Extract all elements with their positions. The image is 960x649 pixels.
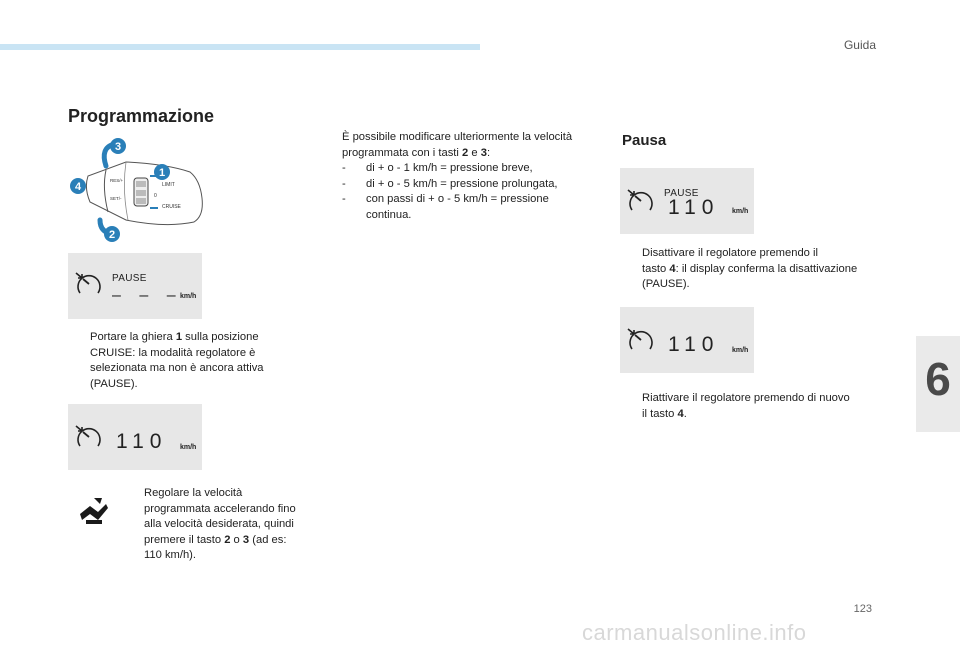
header-accent-bar xyxy=(0,44,480,50)
step-4-text xyxy=(642,391,850,422)
step-2-line-4a: premere il tasto xyxy=(144,533,225,546)
callout-3-label: 3 xyxy=(114,141,122,153)
speedometer-icon xyxy=(626,186,656,216)
list-item xyxy=(342,161,612,177)
step-4-line-1: Riattivare il regolatore premendo di nuovo xyxy=(642,392,850,404)
step-1-key: 1 xyxy=(175,331,183,343)
middle-key-3: 3 xyxy=(480,146,487,159)
accelerator-pedal-icon xyxy=(76,494,110,528)
display-speed-value: 110 xyxy=(116,430,168,453)
display-unit: km/h xyxy=(180,444,197,451)
callout-2-label: 2 xyxy=(108,229,116,241)
lever-label-res: RES/+ xyxy=(110,178,124,183)
step-2-key-3: 3 xyxy=(242,533,250,546)
callout-1-label: 1 xyxy=(158,167,166,179)
step-3-key-4: 4 xyxy=(669,262,676,275)
display-status-text: PAUSE xyxy=(112,273,147,284)
step-1-line-1c: sulla posizione xyxy=(182,331,259,343)
display-speed-value: 110 xyxy=(668,333,720,356)
display-speed-value: 110 xyxy=(668,196,720,219)
display-speed-dashes: – – – xyxy=(112,287,183,304)
list-item-text: con passi di + o - 5 km/h = pressione xyxy=(366,193,549,206)
display-speed-110 xyxy=(68,404,202,470)
step-2-line-2: programmata accelerando fino xyxy=(144,502,296,515)
watermark: carmanualsonline.info xyxy=(582,620,807,645)
speedometer-icon xyxy=(626,325,656,355)
section-title-pausa: Pausa xyxy=(622,132,667,149)
display-unit: km/h xyxy=(732,208,749,215)
list-dash: - xyxy=(342,162,346,174)
lever-label-set: SET/- xyxy=(110,196,122,201)
step-3-line-1: Disattivare il regolatore premendo il xyxy=(642,247,818,259)
step-1-line-4: (PAUSE). xyxy=(90,377,138,390)
middle-line-2c: e xyxy=(468,146,481,159)
step-3-line-3: (PAUSE). xyxy=(642,278,690,291)
middle-line-1: È possibile modificare ulteriormente la velocità xyxy=(342,131,573,143)
step-2-line-5: 110 km/h). xyxy=(144,549,197,562)
list-item-text: di + o - 1 km/h = pressione breve, xyxy=(366,162,533,174)
step-1-text xyxy=(90,330,264,392)
lever-label-zero: 0 xyxy=(154,193,157,199)
section-label: Guida xyxy=(843,38,876,52)
display-unit: km/h xyxy=(180,293,197,300)
callout-4-label: 4 xyxy=(74,181,82,193)
lever-label-cruise: CRUISE xyxy=(162,204,181,210)
section-title-programmazione: Programmazione xyxy=(68,106,215,126)
step-2-line-4c: o xyxy=(230,533,243,546)
middle-line-2e: : xyxy=(486,146,491,159)
display-active-110 xyxy=(620,307,754,373)
lever-label-limit: LIMIT xyxy=(162,182,175,188)
page-number: 123 xyxy=(853,603,872,615)
step-2-key-2: 2 xyxy=(224,533,231,546)
display-status-text: PAUSE xyxy=(664,188,699,199)
chapter-number: 6 xyxy=(925,353,951,405)
step-1-line-3: selezionata ma non è ancora attiva xyxy=(90,362,264,375)
cruise-control-lever-illustration xyxy=(66,136,206,248)
step-2-line-1: Regolare la velocità xyxy=(144,487,243,499)
step-3-line-2a: tasto xyxy=(642,262,670,275)
step-1-line-2: CRUISE: la modalità regolatore è xyxy=(90,346,256,359)
middle-list xyxy=(342,161,612,223)
display-pause-dashes xyxy=(68,253,202,319)
middle-key-2: 2 xyxy=(462,146,469,159)
step-2-line-3: alla velocità desiderata, quindi xyxy=(144,518,294,531)
list-item xyxy=(342,177,612,193)
step-4-line-2c: . xyxy=(683,407,687,420)
step-4-key-4: 4 xyxy=(677,407,684,420)
speedometer-icon xyxy=(74,422,104,452)
step-1-line-1a: Portare la ghiera xyxy=(90,331,176,343)
display-pause-110 xyxy=(620,168,754,234)
list-item-text-continued: continua. xyxy=(366,208,412,221)
speedometer-icon xyxy=(74,269,104,299)
list-dash: - xyxy=(342,193,346,206)
middle-paragraph xyxy=(342,130,612,161)
display-unit: km/h xyxy=(732,347,749,354)
list-dash: - xyxy=(342,177,346,190)
list-item xyxy=(342,192,612,223)
list-item-text: di + o - 5 km/h = pressione prolungata, xyxy=(366,177,558,190)
step-4-line-2a: il tasto xyxy=(642,407,678,420)
step-3-text xyxy=(642,246,857,293)
step-3-line-2c: : il display conferma la disattivazione xyxy=(675,262,858,275)
step-2-line-4e: (ad es: xyxy=(249,533,287,546)
step-2-text xyxy=(144,486,296,564)
middle-line-2a: programmata con i tasti xyxy=(342,146,463,159)
